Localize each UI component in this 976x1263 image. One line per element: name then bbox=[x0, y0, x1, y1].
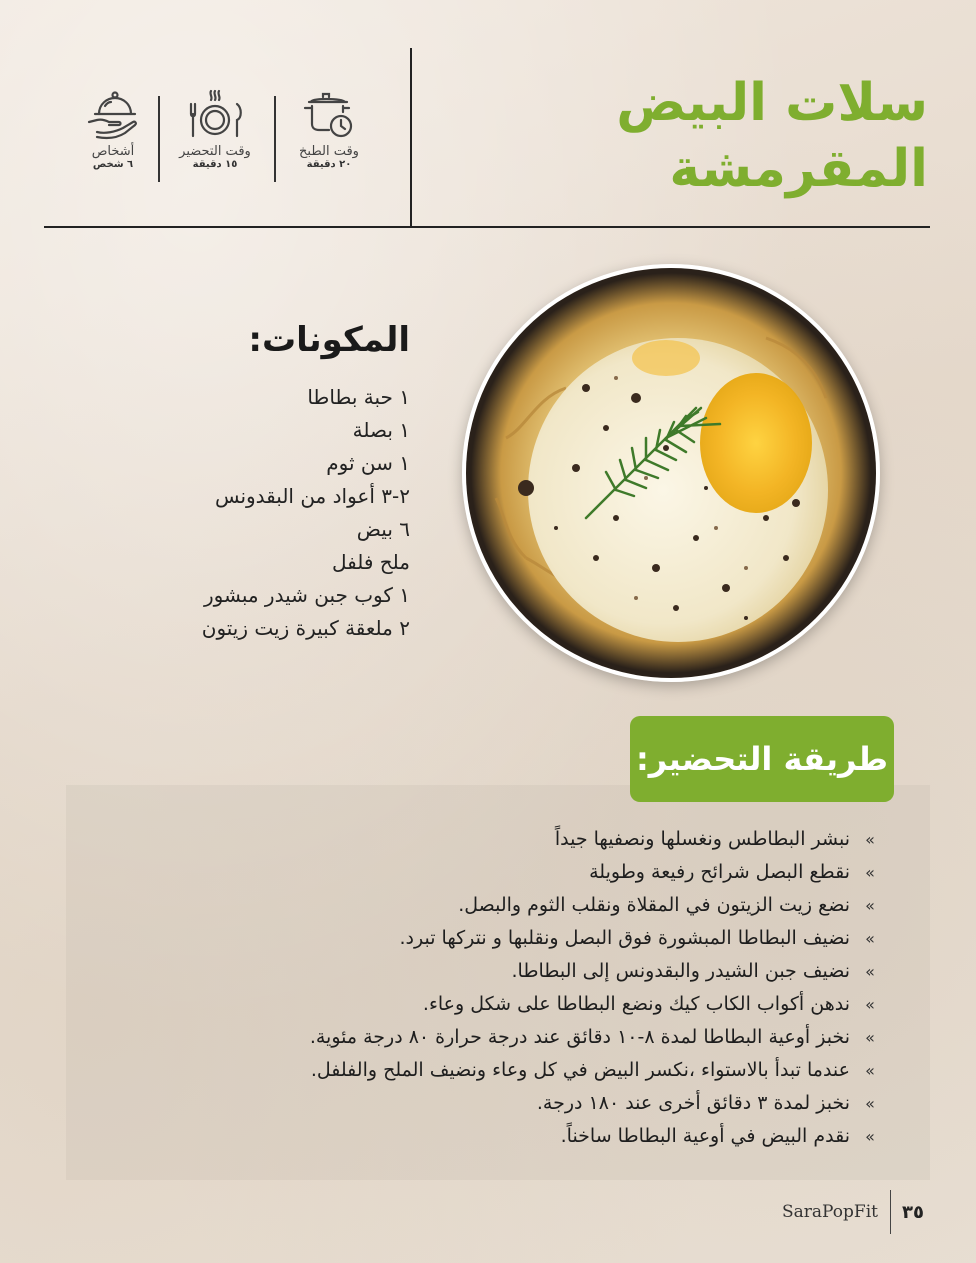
method-step-text: نضيف جبن الشيدر والبقدونس إلى البطاطا. bbox=[511, 960, 850, 982]
info-servings-value: ٦ شخص bbox=[92, 159, 134, 170]
dish-photo bbox=[462, 264, 880, 682]
footer-brand: SaraPopFit bbox=[782, 1202, 878, 1222]
ingredient-item: ٢-٣ أعواد من البقدونس bbox=[214, 484, 410, 508]
header-horizontal-divider bbox=[44, 226, 930, 228]
method-step bbox=[100, 856, 890, 889]
method-step-text: نخبز أوعية البطاطا لمدة ٨-١٠ دقائق عند درجة حرارة ٨٠ درجة مئوية. bbox=[309, 1026, 850, 1048]
info-prep-time-value: ١٥ دقيقة bbox=[192, 159, 238, 170]
method-title-box bbox=[630, 716, 894, 802]
ingredient-item: ١ سن ثوم bbox=[326, 451, 410, 475]
method-step bbox=[100, 889, 890, 922]
info-prep-time-label: وقت التحضير bbox=[179, 144, 251, 159]
bullet-icon: » bbox=[865, 896, 875, 915]
method-step-text: نقطع البصل شرائح رفيعة وطويلة bbox=[589, 861, 850, 883]
bullet-icon: » bbox=[865, 1127, 875, 1146]
plate-fork-knife-icon bbox=[183, 88, 247, 140]
method-steps-list bbox=[100, 823, 890, 1153]
info-divider bbox=[274, 96, 276, 182]
ingredients-title: المكونات: bbox=[248, 320, 410, 360]
bullet-icon: » bbox=[865, 929, 875, 948]
method-step bbox=[100, 1087, 890, 1120]
info-servings-label: أشخاص bbox=[91, 144, 135, 159]
method-title: طريقة التحضير: bbox=[635, 740, 889, 778]
footer-divider bbox=[890, 1190, 891, 1234]
bullet-icon: » bbox=[865, 863, 875, 882]
page-number: ٣٥ bbox=[902, 1202, 924, 1223]
method-step bbox=[100, 988, 890, 1021]
info-prep-time bbox=[160, 88, 270, 170]
ingredient-item: ٢ ملعقة كبيرة زيت زيتون bbox=[201, 616, 410, 640]
method-step-text: نقدم البيض في أوعية البطاطا ساخناً. bbox=[560, 1125, 850, 1147]
serving-cloche-icon bbox=[85, 88, 141, 140]
recipe-title-line2: المقرمشة bbox=[669, 139, 928, 199]
method-step-text: ندهن أكواب الكاب كيك ونضع البطاطا على شكل وعاء. bbox=[422, 993, 850, 1015]
method-step-text: نضيف البطاطا المبشورة فوق البصل ونقلبها و نتركها تبرد. bbox=[399, 927, 850, 949]
recipe-title bbox=[588, 70, 928, 202]
ingredient-item: ملح فلفل bbox=[331, 550, 410, 574]
info-cooking-time-label: وقت الطبخ bbox=[299, 144, 359, 159]
method-step bbox=[100, 955, 890, 988]
method-step bbox=[100, 823, 890, 856]
method-step-text: نخبز لمدة ٣ دقائق أخرى عند ١٨٠ درجة. bbox=[536, 1092, 850, 1114]
info-cooking-time bbox=[274, 88, 384, 170]
ingredient-item: ١ كوب جبن شيدر مبشور bbox=[203, 583, 410, 607]
method-step bbox=[100, 922, 890, 955]
bullet-icon: » bbox=[865, 1094, 875, 1113]
bullet-icon: » bbox=[865, 962, 875, 981]
method-step bbox=[100, 1120, 890, 1153]
info-cooking-time-value: ٢٠ دقيقة bbox=[306, 159, 352, 170]
ingredient-item: ٦ بيض bbox=[356, 517, 410, 541]
method-step-text: عندما تبدأ بالاستواء ،نكسر البيض في كل وعاء ونضيف الملح والفلفل. bbox=[310, 1059, 850, 1081]
info-servings bbox=[58, 88, 168, 170]
ingredients-list bbox=[110, 381, 410, 645]
bullet-icon: » bbox=[865, 830, 875, 849]
method-step-text: نبشر البطاطس ونغسلها ونصفيها جيداً bbox=[554, 828, 850, 850]
recipe-title-line1: سلات البيض bbox=[616, 73, 928, 133]
bullet-icon: » bbox=[865, 995, 875, 1014]
ingredient-item: ١ بصلة bbox=[352, 418, 410, 442]
method-step bbox=[100, 1054, 890, 1087]
cooking-pot-timer-icon bbox=[301, 88, 357, 140]
method-step-text: نضع زيت الزيتون في المقلاة ونقلب الثوم والبصل. bbox=[458, 894, 850, 916]
bullet-icon: » bbox=[865, 1028, 875, 1047]
header-vertical-divider bbox=[410, 48, 412, 226]
ingredient-item: ١ حبة بطاطا bbox=[307, 385, 410, 409]
bullet-icon: » bbox=[865, 1061, 875, 1080]
method-step bbox=[100, 1021, 890, 1054]
